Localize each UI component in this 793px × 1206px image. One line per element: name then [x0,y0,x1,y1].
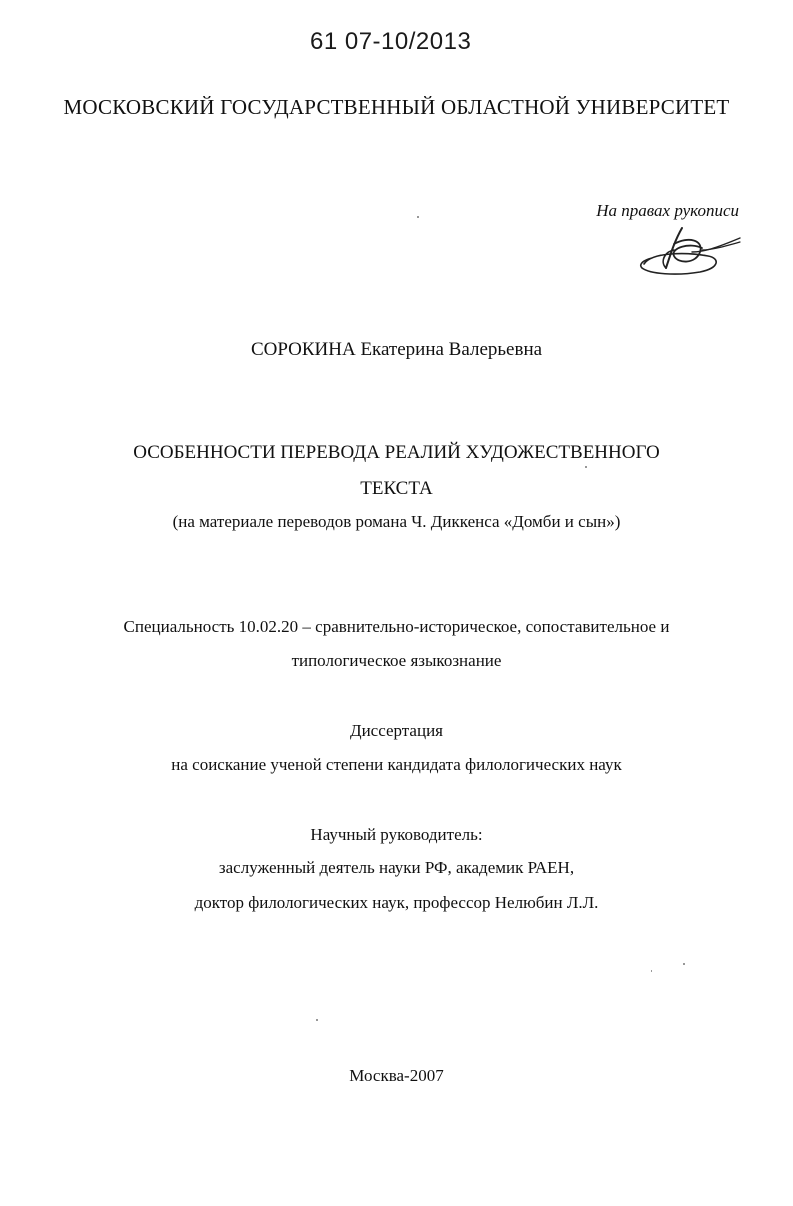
specialty-line-1: Специальность 10.02.20 – сравнительно-историческое, сопоставительное и [123,617,670,636]
city-year: Москва-2007 [349,1066,444,1085]
scan-speck [316,1019,318,1021]
scan-speck [683,963,685,965]
scan-speck [651,970,652,972]
supervisor-titles: заслуженный деятель науки РФ, академик РАЕН, [218,858,575,877]
handwritten-signature [630,222,750,280]
scan-speck [417,216,419,218]
supervisor-name: доктор филологических наук, профессор Нелюбин Л.Л. [194,893,599,912]
specialty-line-2: типологическое языкознание [291,651,502,670]
manuscript-rights-note: На правах рукописи [596,201,739,220]
registration-number: 61 07-10/2013 [310,28,472,55]
scan-speck [585,466,587,468]
supervisor-label: Научный руководитель: [310,825,483,844]
author-name: СОРОКИНА Екатерина Валерьевна [250,339,543,360]
thesis-title-line-1: ОСОБЕННОСТИ ПЕРЕВОДА РЕАЛИЙ ХУДОЖЕСТВЕННОГО [133,442,660,463]
degree-description: на соискание ученой степени кандидата филологических наук [171,755,622,774]
thesis-subtitle: (на материале переводов романа Ч. Диккенса «Домби и сын») [172,512,621,531]
thesis-title-line-2: ТЕКСТА [360,478,433,499]
dissertation-label: Диссертация [349,721,443,740]
university-name: МОСКОВСКИЙ ГОСУДАРСТВЕННЫЙ ОБЛАСТНОЙ УНИВЕРСИТЕТ [63,95,730,119]
